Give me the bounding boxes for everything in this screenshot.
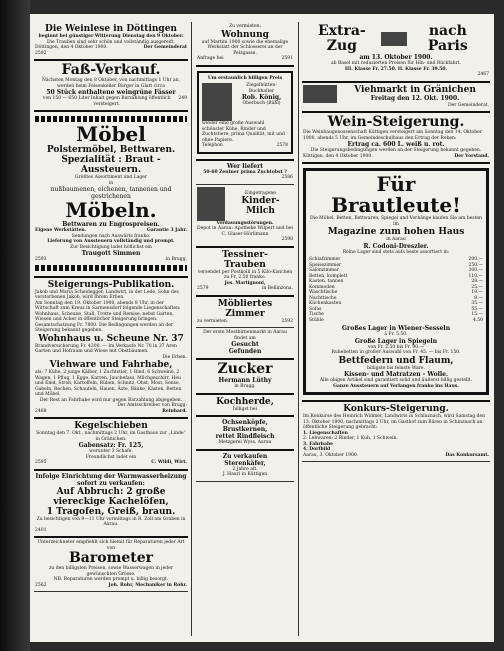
ad-item: 3. Fahrhabe (303, 441, 333, 447)
ad-signature: Metzgerei Wyss, Aarau (218, 440, 272, 445)
ad-title: Zimmer (225, 308, 265, 319)
ad-text: Depot in Aarau: Apotheke Wilpert und bei C. Glaser-Hörlimann (197, 226, 293, 237)
ad-signature: Der Amtsschreiber von Brugg: (117, 403, 187, 408)
ad-title: Wein-Steigerung. (327, 114, 465, 130)
ad-text: worunter 3 Schafe. (89, 449, 133, 454)
ad-text: Die Möbel, Betten, Bettwaren, Spiegel und Vorhänge kaufen Sie am besten im (310, 216, 482, 227)
price-value: 9.— (474, 295, 483, 301)
column-middle (196, 22, 294, 636)
ad-text: ab Basel mit reduzierten Preisen für Hin- und Rückfahrt. (330, 61, 461, 66)
ad-highlight: Bettwaren zu Engrospreisen. (62, 221, 160, 228)
ad-item: 4. Dorfbild (303, 447, 331, 452)
column-right (302, 22, 490, 636)
ad-text: von 150 — 650 Liter Inhalt gegen Barzahlung öffentlich versteigert. (42, 96, 171, 107)
cow-illustration (202, 83, 232, 121)
ad-highlight: 125, (128, 442, 144, 449)
ad-title: Sterenkäfer, (224, 459, 266, 467)
ad-highlight: Ertrag ca. 600 L. weiß u. rot. (347, 141, 445, 148)
column-rule (191, 22, 192, 636)
ad-title: Tessiner- (222, 249, 268, 260)
ad-place: in Brugg. (165, 257, 187, 262)
ad-kachelofen (34, 471, 188, 539)
ad-id: 2467 (477, 72, 489, 77)
ad-text: Der Rest an Fahrhabe wird nur gegen Barzahlung abgegeben. (39, 397, 183, 403)
ad-text: Nächsten Montag den 8 Oktober, von nachmittags 1 Uhr an, werden beim Felsenkeller Bürger in Glatt circa (41, 78, 181, 89)
price-list (309, 257, 483, 323)
ad-id: 2401 (35, 527, 47, 533)
ad-weinsteigerung (302, 113, 490, 164)
ad-signature: Jos. Martignoni, (224, 280, 266, 286)
ad-item: 1. Liegenschaften (303, 430, 348, 436)
ad-label: Spezialität : (61, 155, 122, 165)
ad-pretitle: Eingetragene (245, 190, 276, 196)
ad-id: 2598 (281, 237, 293, 242)
ad-signature: C. Wildi, Wirt. (151, 460, 187, 465)
ad-text: Der erste Mostbirnenmarkt in Aarau findet am (203, 330, 287, 341)
ad-fass (34, 61, 188, 112)
ad-text: zu vermieten. (197, 318, 229, 324)
ad-title: Wer liefert (226, 162, 264, 170)
ad-text: in (108, 180, 114, 186)
ad-barometer (34, 538, 188, 592)
ad-date: Freitag den 12. Okt. 1900. (370, 95, 460, 102)
ad-title: Zucker (217, 361, 273, 377)
price-label: Kommoden (309, 284, 335, 290)
ad-text: Lieferung von Aussteuern vollständig und prompt. (47, 239, 175, 244)
ad-signature: Der Gemeinderat (143, 45, 187, 50)
book-spine (0, 0, 30, 651)
ad-title: Infolge Einrichtung der Warmwasserheizung (35, 472, 187, 480)
ad-signature: Der Gemeinderat. (448, 102, 489, 108)
ad-kegel (34, 419, 188, 471)
price-label: Kasten, tannen (309, 279, 344, 284)
ad-kindermilch (196, 185, 294, 248)
ad-text: Die Steigerungsbedingungen werden an der Steigerung bekannt gegeben. (310, 148, 482, 153)
ad-place: Oberbuch (Bühl) (242, 101, 281, 106)
ad-text: Reine Lager sind stets aufs beste assortiert in: (342, 249, 450, 255)
price-value: 19.— (471, 290, 483, 295)
price-label: Betten, komplett (309, 273, 348, 279)
column-rule (298, 22, 299, 636)
ad-text: Zu besichtigen von 9—11 Uhr vormittags in R. Zoll am Graben in Aarau. (36, 516, 186, 527)
ad-title: Brustkernen, (222, 426, 268, 433)
ad-text: Zur Besichtigung ladet höflichst ein (70, 244, 152, 250)
ad-place: in Bellinzona. (261, 286, 293, 291)
ad-wohnung (196, 22, 294, 67)
ad-text: auf Martini 1900 sowie die ehemalige Werkstatt der Schlosserei an der Pelzgasse. (201, 39, 289, 56)
price-row (309, 318, 483, 324)
column-left (34, 22, 188, 636)
ad-text: Ziegelhütten-Buchhalter (246, 83, 277, 94)
ad-place: in Aarau (386, 237, 406, 242)
ad-subtitle: sofort zu verkaufen: (77, 479, 145, 487)
ad-id: 2593 (35, 257, 47, 262)
ad-vieh (196, 67, 294, 161)
ad-text: Jakob und Maria Scheidegger, Landwirt, in der Lede, Sohn des verstorbenen Jakob, wird Ihrem Erben (35, 289, 179, 300)
ad-title: Zu verkaufen (222, 452, 268, 460)
ad-text: 2 Jahre alt. (232, 466, 258, 472)
ad-firm: Hermann Lüthy (218, 377, 272, 384)
price-value: 35.— (471, 301, 483, 306)
ad-subtitle: Polstermöbel, Bettwaren. (46, 145, 176, 155)
price-label: Stühle (309, 317, 324, 323)
ad-zu-verkaufen (196, 451, 294, 482)
ad-title: Kochherde, (216, 396, 274, 407)
ad-text: Ganze Aussteuern auf Verlangen franko ins Haus. (333, 383, 459, 389)
ad-ochsenkoepfe (196, 417, 294, 451)
ad-weinlese (34, 22, 188, 61)
ad-title: Möbeln. (65, 198, 157, 222)
ad-firm: Traugott Simmen (81, 250, 141, 257)
ad-text: zu den billigsten Preisen, sowie Wasserwagen in jeder gewünschten Grösse. (49, 566, 173, 577)
price-label: Küchenkasten (309, 301, 342, 306)
ad-text: von Fr. 2.50 bis Fr. 90.— (367, 344, 425, 350)
ad-title: Viehmarkt in Gränichen (354, 85, 476, 95)
ad-label: Gabensatz: Fr. (78, 442, 127, 449)
ad-text: nußbaumenen, eichenen, tannenen und gestrichenen (50, 186, 172, 200)
cattle-illustration (303, 85, 337, 103)
price-label: Tische (309, 312, 324, 317)
newspaper-page (30, 14, 494, 642)
ad-signature: Das Konkursamt. (445, 452, 489, 458)
ad-viehmarkt (302, 83, 490, 114)
ad-title: Faß-Verkauf. (61, 62, 161, 78)
price-label: Speisezimmer (309, 262, 342, 268)
ad-title: Konkurs-Steigerung. (343, 404, 449, 414)
ad-title: Für Brautleute! (331, 172, 461, 217)
ad-title: Die Weinlese in Döttingen (45, 24, 177, 34)
ad-signature: Der Vorstand. (454, 153, 489, 159)
ad-firm: Rob. König, (241, 94, 282, 101)
ad-signature: J. Hauri in Küttigen (222, 472, 268, 477)
price-value: 250.— (468, 262, 483, 268)
ad-date: am 13. Oktober 1900. (359, 54, 433, 61)
price-value: 55.— (471, 306, 483, 312)
ad-title: Extra-Zug (317, 23, 366, 54)
price-label: Sofas (309, 306, 322, 312)
ad-signature: Joh. Rohr, Mechaniker in Rohr. (108, 582, 187, 588)
ad-pretitle: Zu vermieten: (228, 24, 262, 29)
ad-text: Sonntag den 7. Okt., nachmittags 2 Uhr, im Gasthaus zur „Linde“ in Gränichen. (36, 431, 186, 442)
ad-signature: Die Erben. (162, 354, 187, 360)
ad-text: Gesamtschatzung Fr. 7800. Die Bedingungen werden an der Steigerung bekannt gegeben. (35, 322, 174, 333)
ad-text: billigste bis feinste Ware. (367, 365, 425, 371)
ad-title: Wohnung (221, 29, 269, 40)
train-illustration (381, 32, 407, 46)
ad-text: Verdauungsstörungen. (216, 220, 274, 226)
ad-highlight: Kissen- und Matratzen - Wolle. (343, 371, 449, 378)
ad-id: 2591 (281, 56, 293, 61)
ad-title: Gesucht (231, 341, 259, 348)
ad-text: Ruhebetten in großer Auswahl von Fr. 45. — bis Fr. 150. (331, 350, 461, 355)
price-value: 15.— (471, 312, 483, 317)
ad-title: rettet Rindfleisch (215, 433, 275, 440)
ad-title: Wohnhaus u. Scheune Nr. 37 (38, 333, 184, 344)
ad-title: Milch (246, 206, 275, 217)
ad-text: Anfrage bei (197, 56, 224, 61)
ad-text: Am Sonntag den 19. Oktober 1900, abends 8 Uhr, in der Wirtschaft zum Kreuz in Sarmensdorf folgende Liegenschaften: Wohnhaus, Scheune, Stall, Trotte und Remise, nebst Garten, Wiesen und Acker in öffentlicher Steigerung bringen. (35, 300, 181, 322)
ad-id: 2468 (35, 408, 47, 414)
price-value: 4.50 (472, 317, 483, 323)
ad-title: Trauben (224, 259, 266, 270)
ad-id: 249 (178, 96, 187, 101)
ad-text: 50-60 Zentner prima Zuchtobst ? (203, 169, 287, 175)
ad-highlight: Große Lager in Spiegeln (354, 337, 438, 345)
ad-zimmer (196, 297, 294, 329)
ad-highlight: III. Klasse Fr. 27.50. II. Klasse Fr. 39.50. (344, 66, 448, 72)
ad-item: 2. Lebwaren: 2 Rinder, 1 Kuh, 1 Schwein. (303, 436, 398, 441)
ad-title: Kegelschieben (74, 421, 148, 431)
child-illustration (197, 187, 225, 221)
ad-highlight: Auf Abbruch: 2 große viereckige Kachelöfen, (53, 486, 169, 507)
ad-id: 2592 (35, 50, 47, 56)
ad-text: Freundlichst ladet ein (85, 454, 137, 460)
ad-text: Eigene Werkstätten. (35, 228, 87, 233)
ad-extrazug (302, 22, 490, 83)
ad-highlight: Bettfedern und Flaum, (338, 355, 454, 366)
ad-title: Viehware und Fahrhabe, (49, 360, 173, 370)
ad-text: Größtes Assortiment und Lager (74, 175, 148, 180)
ad-gesucht (196, 328, 294, 360)
ad-konkurs (302, 402, 490, 462)
ad-text: Alle obigen Artikel sind garantiert solid und äußerst billig gestellt. (319, 378, 473, 383)
ad-id: 2578 (276, 143, 288, 148)
ad-title: Möbel (76, 122, 146, 146)
ad-text: Sendungen nach Auswärts franko. (71, 233, 151, 239)
ad-title: Steigerungs-Publikation. (47, 279, 175, 290)
ad-text: Die Weinbaugenossenschaft Küttigen versteigert am Sonntag den 14. Oktober 1900, abends 5 Uhr, im Gemeindeschulhaus den Ertrag der Reben: (303, 130, 482, 141)
price-value: 200.— (468, 257, 483, 262)
price-label: Salonzimmer (309, 268, 339, 273)
price-label: Nachttische (309, 295, 337, 301)
price-value: 110.— (468, 273, 483, 279)
ad-title: Möbliertes (217, 298, 273, 309)
ad-text: Unterzeichneter empfiehlt sich hiemit für Reparaturen jeder Art von (37, 540, 185, 551)
ad-highlight: 50 Stück enthaltene weingrüne Fässer (46, 89, 176, 96)
ad-text: als: 7 Kühe, 2 junge Kälber, 1 Zuchtstier, 1 Rind, 6 Schweine, 2 Wagen, 1 Pflug, 1 Egge, Karren, Jauchefass, Milchgeschirr, Heu und Emd, Stroh, Kartoffeln, Rüben, Schnitz, Obst, Most, Sense, Gabeln, Rechen, Schaufeln, Hauen, Äxte, Bänke, Kästen, Betten und Möbel. (35, 370, 182, 397)
ad-title: Ochsenköpfe, (222, 419, 268, 426)
ad-wer-liefert (196, 161, 294, 185)
ad-id: 2592 (281, 318, 293, 324)
ad-title: Gefunden (228, 348, 262, 355)
ad-text: Die Trauben sind sehr schön und vollständig ausgereift. (46, 39, 176, 45)
ad-text: NB. Reparaturen werden prompt u. billig besorgt. (53, 577, 169, 582)
ad-text: Telephon (202, 143, 223, 148)
ad-id: 2579 (197, 286, 209, 291)
ad-firm: R. Codoni-Dreszler. (363, 242, 429, 250)
price-label: Waschtische (309, 290, 338, 295)
ad-title: nach Paris (427, 23, 468, 54)
ad-text: beginnt bei günstiger Witterung Dienstag den 9 Oktober. (38, 34, 184, 39)
ornament-bar (35, 265, 187, 271)
ad-place: in Brugg. (234, 384, 256, 389)
ad-highlight: Magazine zum hohen Haus (327, 227, 465, 237)
ad-id: 2595 (35, 460, 47, 465)
ad-highlight: 1 Tragofen, Greiß, braun. (46, 506, 176, 517)
ad-text: Im Konkurse des Heinrich Widmer, Landwirts in Schinznach, wird Samstag den 13. Oktober 1900, nachmittags 2 Uhr, im Gasthof zum Bären in Schinznach an öffentliche Steigerung gebracht: (303, 414, 486, 430)
ad-highlight: Großes Lager in Wiener-Sesseln (341, 325, 451, 332)
ad-text: wieder eine große Auswahl schönster Kühe, Rinder und Zuchtstiere, prima Qualität, mit und ohne Papiere. (202, 121, 285, 143)
price-value: 25.— (471, 284, 483, 290)
ad-zucker (196, 360, 294, 395)
ad-highlight: Braut - Aussteuern. (80, 155, 161, 175)
ad-signature: Reinhard. (162, 408, 187, 414)
ad-text: Garantie 3 Jahr. (146, 228, 187, 233)
ad-steigerung (34, 278, 188, 420)
ad-date: Döttingen, den 4 Oktober 1900. (35, 45, 108, 50)
ad-kochherde (196, 395, 294, 418)
ad-id: 2586 (281, 175, 293, 180)
price-value: 300.— (468, 268, 483, 273)
ad-id: 2562 (35, 582, 47, 588)
ad-text: versendet per Postkolli in 5 Kilo-Kistchen zu Fr. 2.50 franko. (197, 269, 293, 280)
ad-date: Küttigen, den 4 Oktober 1900. (303, 153, 373, 159)
ad-date: Aarau, 3. Oktober 1900. (303, 452, 359, 458)
ad-text: Brandversicherung Fr. 4200. — Im Verkaufe Nr. 70 in 37 Aren Garten und Hofraum und Wiese mit Obstbäumen. (35, 343, 177, 354)
ad-text: à Fr. 5.50. (384, 332, 408, 337)
ad-moebel (34, 112, 188, 278)
ad-title: Kinder- (241, 196, 280, 207)
price-value: 28.— (471, 279, 483, 284)
ad-title: Barometer (68, 550, 154, 566)
ad-brautleute (302, 164, 490, 402)
ad-tessiner (196, 248, 294, 297)
ad-title: Um erstaunlich billigen Preis (207, 75, 283, 81)
ad-text: billigst bei (232, 406, 258, 412)
price-label: Schlafzimmer (309, 257, 341, 262)
